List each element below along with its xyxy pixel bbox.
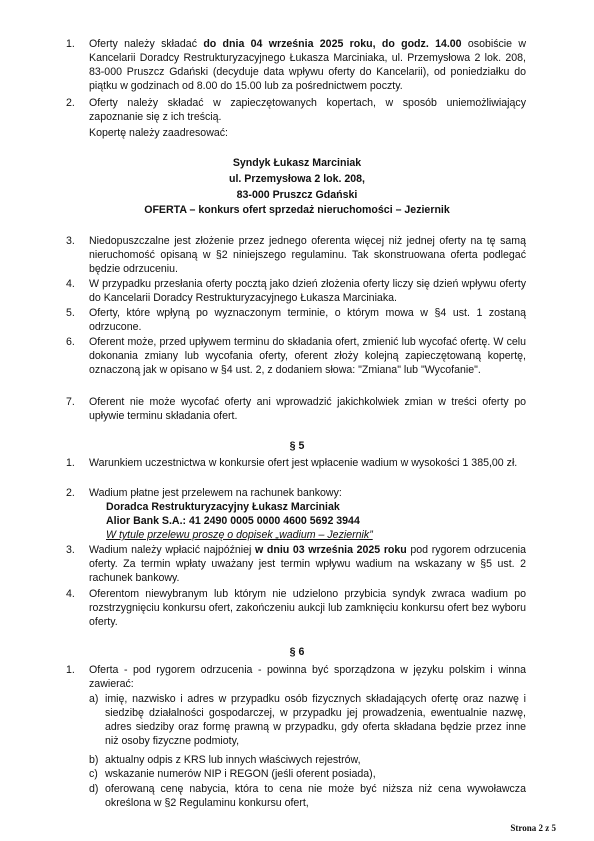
- sub-item-text: oferowaną cenę nabycia, która to cena nie może być niższa niż cena wywoławcza określona w §2 Regulaminu konkursu ofert,: [105, 783, 526, 809]
- item-text: Oferent nie może wycofać oferty ani wprowadzić jakichkolwiek zmian w treści oferty po upływie terminu składania ofert.: [89, 396, 526, 422]
- address-line: Syndyk Łukasz Marciniak: [232, 157, 362, 169]
- item-text: Wadium należy wpłacić najpóźniej: [89, 544, 256, 556]
- sub-item-text: wskazanie numerów NIP i REGON (jeśli oferent posiada),: [105, 768, 376, 780]
- list-item: [66, 306, 526, 334]
- sub-item-text: imię, nazwisko i adres w przypadku osób fizycznych składających ofertę oraz nazwę i siedzibę działalności gospodarczej, w przypadku jej prowadzenia, ewentualnie nazwę, adres siedziby oraz formę prawną w przypadku, gdy oferta składana będzie przez inne niż osoby fizyczne podmioty,: [105, 693, 526, 747]
- item-text: W przypadku przesłania oferty pocztą jako dzień złożenia oferty liczy się dzień wpływu oferty do Kancelarii Doradcy Restrukturyzacyjnego Łukasza Marciniaka.: [89, 278, 526, 304]
- address-intro: Kopertę należy zaadresować:: [89, 127, 228, 139]
- list-item: [66, 277, 526, 305]
- item-number: 2.: [66, 97, 75, 109]
- list-item: [66, 587, 526, 629]
- deadline-text: do dnia 04 września 2025 roku, do godz. 14.00: [203, 38, 462, 50]
- sub-item: [89, 753, 526, 767]
- page-number: Strona 2 z 5: [510, 823, 556, 833]
- list-item: [66, 96, 526, 124]
- item-text: Oferta - pod rygorem odrzucenia - powinna być sporządzona w języku polskim i winna zawierać:: [89, 664, 526, 690]
- item-text: Oferentom niewybranym lub którym nie udzielono przybicia syndyk zwraca wadium po rozstrzygnięciu konkursu ofert, zakończeniu aukcji lub zamknięciu konkursu ofert bez wyboru oferty.: [89, 588, 526, 628]
- item-text: Oferent może, przed upływem terminu do składania ofert, zmienić lub wycofać ofertę. W celu dokonania zmiany lub wycofania oferty, oferent złoży kolejną zapieczętowaną kopertę, oznaczoną jak w opisano w §4 ust. 2, z dodaniem słowa: "Zmiana" lub "Wycofanie".: [89, 336, 526, 376]
- transfer-title-note: W tytule przelewu proszę o dopisek „wadium – Jeziernik”: [106, 529, 373, 541]
- section-heading: § 5: [289, 440, 305, 452]
- item-number: 7.: [66, 396, 75, 408]
- address-line: 83-000 Pruszcz Gdański: [236, 189, 358, 201]
- address-line: OFERTA – konkurs ofert sprzedaż nieruchomości – Jeziernik: [144, 204, 450, 216]
- deadline-text: w dniu 03 września 2025 roku: [255, 544, 407, 556]
- sub-item-letter: c): [89, 768, 98, 780]
- item-text: Oferty należy składać: [89, 38, 204, 50]
- section-heading: § 6: [289, 646, 305, 658]
- item-text: Niedopuszczalne jest złożenie przez jednego oferenta więcej niż jednej oferty na tę samą nieruchomość opisaną w §2 niniejszego regulaminu. Tak skonstruowana oferta podlegać będzie odrzuceniu.: [89, 235, 526, 275]
- item-number: 2.: [66, 487, 75, 499]
- item-number: 3.: [66, 544, 75, 556]
- sub-item-letter: d): [89, 783, 99, 795]
- list-item: [66, 456, 526, 470]
- address-line: ul. Przemysłowa 2 lok. 208,: [228, 173, 366, 185]
- item-number: 1.: [66, 38, 75, 50]
- sub-item-letter: b): [89, 754, 99, 766]
- item-number: 6.: [66, 336, 75, 348]
- list-item: [66, 234, 526, 276]
- item-text: Oferty należy składać w zapieczętowanych kopertach, w sposób uniemożliwiający zapoznanie się z ich treścią.: [89, 97, 526, 123]
- item-number: 3.: [66, 235, 75, 247]
- item-text: pod rygorem odrzucenia oferty. Za termin wpłaty uważany jest termin wpływu wadium na wskazany w §5 ust. 2 rachunek bankowy.: [89, 544, 526, 584]
- sub-item: [89, 692, 526, 748]
- item-text: Oferty, które wpłyną po wyznaczonym terminie, o którym mowa w §4 ust. 1 zostaną odrzucone.: [89, 307, 526, 333]
- item-number: 1.: [66, 664, 75, 676]
- list-item: [66, 543, 526, 585]
- bank-account-number: Alior Bank S.A.: 41 2490 0005 0000 4600 5692 3944: [106, 515, 360, 527]
- item-text: Warunkiem uczestnictwa w konkursie ofert jest wpłacenie wadium w wysokości 1 385,00 zł.: [89, 457, 518, 469]
- item-text: Wadium płatne jest przelewem na rachunek bankowy:: [89, 487, 342, 499]
- list-item: [66, 335, 526, 377]
- sub-item-letter: a): [89, 693, 99, 705]
- sub-item: [89, 782, 526, 810]
- list-item: [66, 395, 526, 423]
- list-item: [66, 37, 526, 93]
- item-text: osobiście w Kancelarii Doradcy Restrukturyzacyjnego Łukasza Marciniaka, ul. Przemysłowa 2 lok. 208, 83-000 Pruszcz Gdański (decyduje data wpływu oferty do Kancelarii), od poniedziałku do piątku w godzinach od 8.00 do 15.00 lub za pośrednictwem poczty.: [89, 38, 527, 92]
- sub-item: [89, 767, 526, 781]
- item-number: 1.: [66, 457, 75, 469]
- item-number: 4.: [66, 588, 75, 600]
- list-item: [66, 663, 526, 691]
- sub-item-text: aktualny odpis z KRS lub innych właściwych rejestrów,: [105, 754, 361, 766]
- bank-account-holder: Doradca Restrukturyzacyjny Łukasz Marciniak: [106, 501, 340, 513]
- item-number: 4.: [66, 278, 75, 290]
- item-number: 5.: [66, 307, 75, 319]
- list-item: [66, 486, 526, 500]
